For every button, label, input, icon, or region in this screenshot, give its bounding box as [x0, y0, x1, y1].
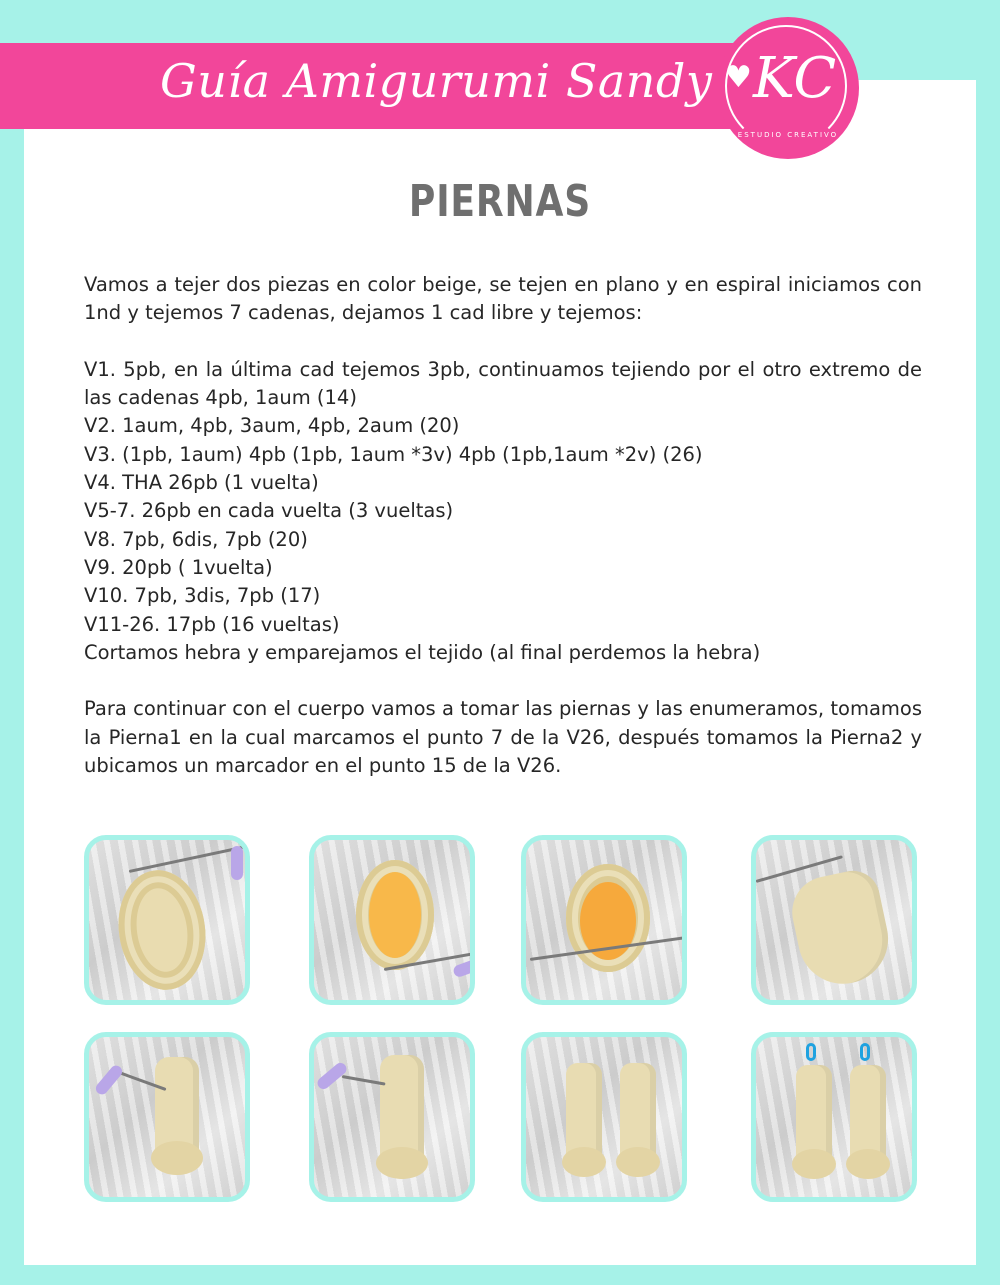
guide-title: Guía Amigurumi Sandy — [160, 54, 713, 108]
photo-oval-base — [84, 835, 250, 1005]
photo-oval-cup — [521, 835, 687, 1005]
crochet-foot-icon — [616, 1147, 660, 1177]
round-line: V2. 1aum, 4pb, 3aum, 4pb, 2aum (20) — [84, 414, 460, 438]
insole-icon — [369, 872, 421, 958]
crochet-foot-icon — [786, 866, 897, 992]
hook-handle-icon — [452, 956, 475, 979]
intro-paragraph: Vamos a tejer dos piezas en color beige, se tejen en plano y en espiral iniciamos con 1nd y tejemos 7 cadenas, dejamos 1 cad libre y tejemos: — [84, 273, 922, 325]
hook-handle-icon — [231, 846, 243, 880]
crochet-foot-icon — [151, 1141, 203, 1175]
section-title: PIERNAS — [408, 176, 592, 227]
photo-two-legs-markers — [751, 1032, 917, 1202]
photo-foot-shape — [751, 835, 917, 1005]
crochet-foot-icon — [562, 1147, 606, 1177]
crochet-foot-icon — [376, 1147, 428, 1179]
stitch-marker-icon — [860, 1043, 870, 1061]
round-line: V5-7. 26pb en cada vuelta (3 vueltas) — [84, 499, 454, 523]
crochet-hook-icon — [342, 1075, 386, 1086]
round-line: V10. 7pb, 3dis, 7pb (17) — [84, 584, 321, 608]
round-line: V8. 7pb, 6dis, 7pb (20) — [84, 527, 308, 551]
stitch-marker-icon — [806, 1043, 816, 1061]
crochet-hook-icon — [129, 845, 247, 873]
logo-text: KC — [753, 46, 837, 111]
round-line: V11-26. 17pb (16 vueltas) — [84, 612, 340, 636]
round-line: V1. 5pb, en la última cad tejemos 3pb, continuamos tejiendo por el otro extremo de las cadenas 4pb, 1aum (14) — [84, 357, 922, 410]
photo-oval-insole — [309, 835, 475, 1005]
photo-leg-with-hook — [84, 1032, 250, 1202]
crochet-foot-icon — [846, 1149, 890, 1179]
round-line: V9. 20pb ( 1vuelta) — [84, 555, 273, 579]
photo-leg-finished — [309, 1032, 475, 1202]
brand-logo — [717, 17, 859, 159]
hook-handle-icon — [93, 1063, 124, 1097]
logo-subtitle: ESTUDIO CREATIVO — [737, 131, 839, 139]
photo-two-legs — [521, 1032, 687, 1202]
closing-paragraph: Para continuar con el cuerpo vamos a tomar las piernas y las enumeramos, tomamos la Pierna1 en la cual marcamos el punto 7 de la V26, después tomamos la Pierna2 y ubicamos un marcador en el punto 15 de la V26. — [84, 697, 922, 778]
heart-icon: ♥ — [725, 60, 752, 95]
round-line: Cortamos hebra y emparejamos el tejido (al final perdemos la hebra) — [84, 640, 761, 664]
round-line: V4. THA 26pb (1 vuelta) — [84, 471, 319, 495]
crochet-foot-icon — [792, 1149, 836, 1179]
crochet-oval-icon — [111, 865, 213, 996]
round-line: V3. (1pb, 1aum) 4pb (1pb, 1aum *3v) 4pb (1pb,1aum *2v) (26) — [84, 442, 703, 466]
pattern-text — [84, 271, 922, 780]
